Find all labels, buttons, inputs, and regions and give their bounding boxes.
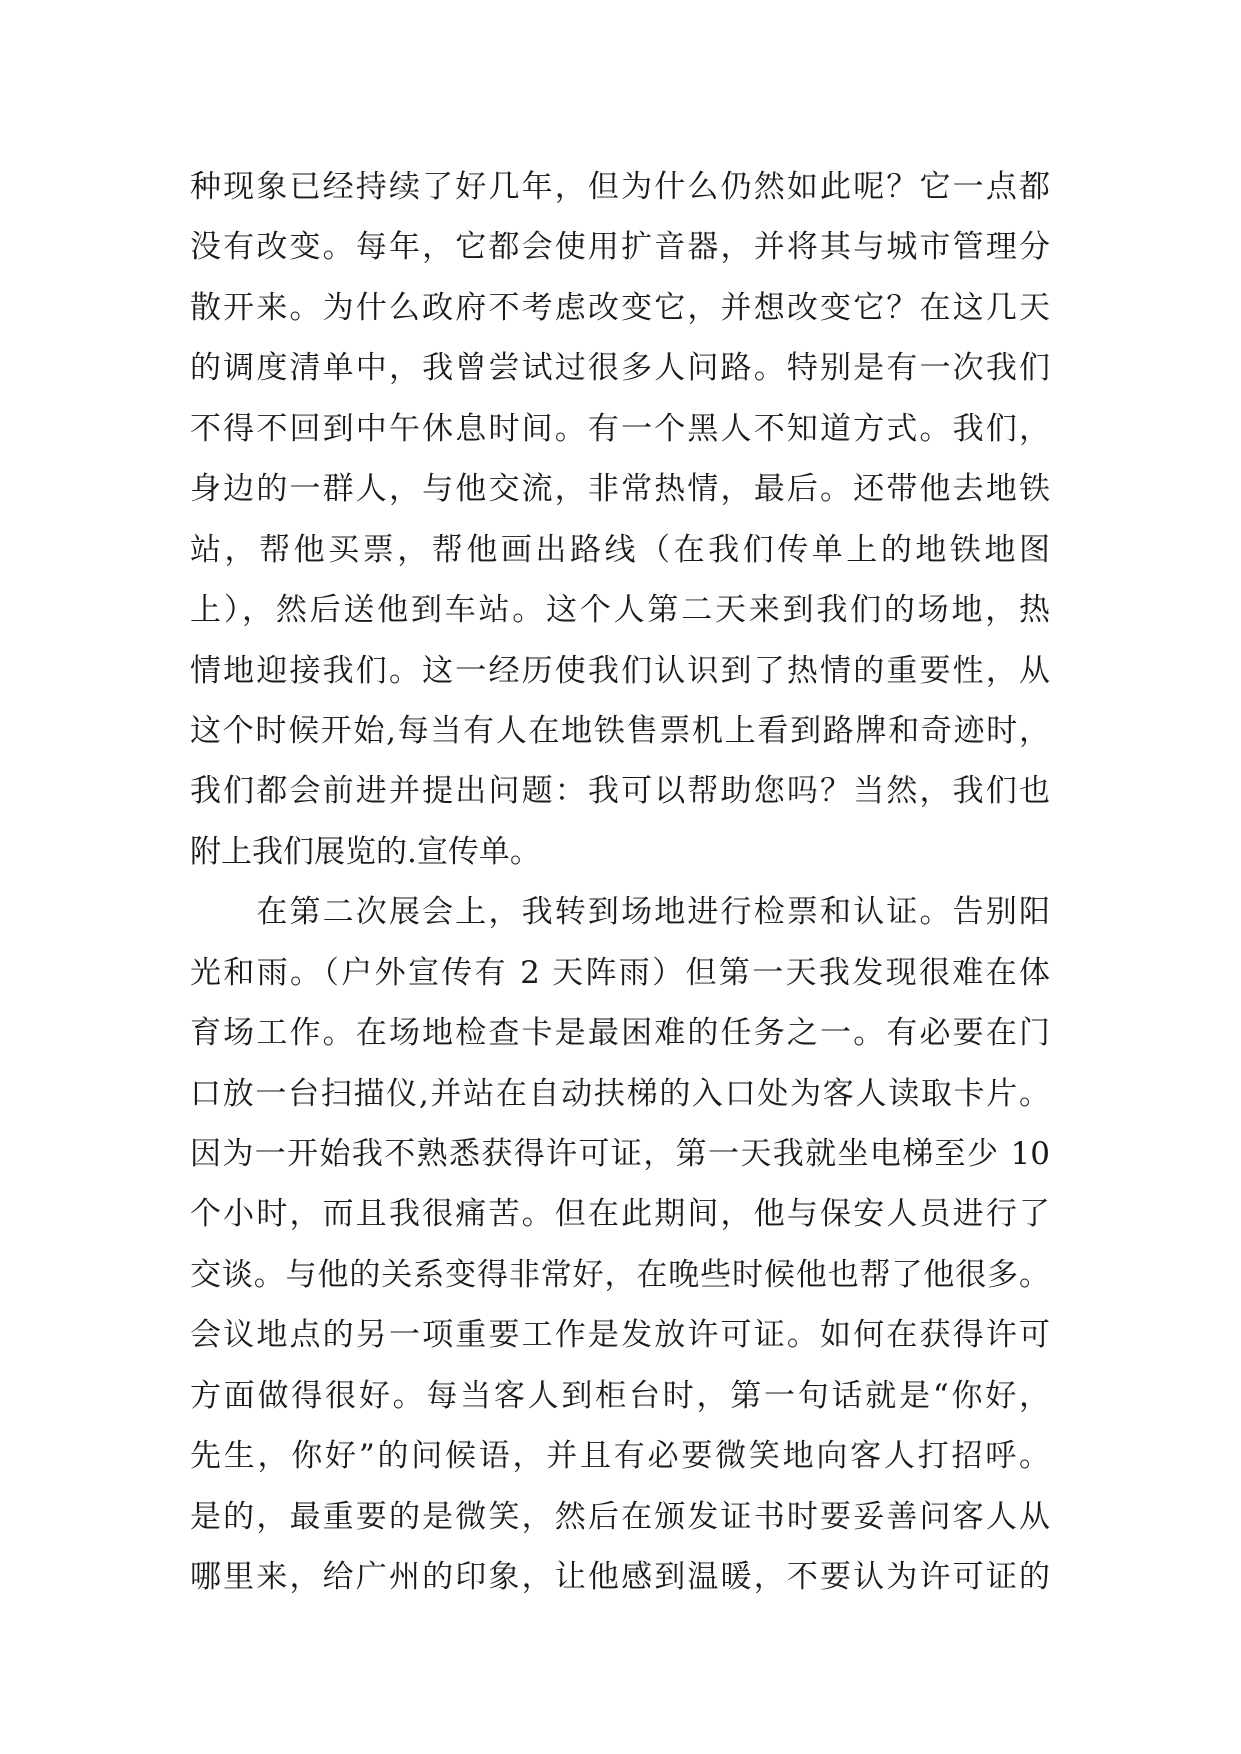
text-line: 口放一台扫描仪,并站在自动扶梯的入口处为客人读取卡片。 <box>190 1075 1050 1112</box>
text-line: 育场工作。在场地检查卡是最困难的任务之一。有必要在门 <box>190 1015 1050 1052</box>
text-line: 个小时，而且我很痛苦。但在此期间，他与保安人员进行了 <box>190 1196 1050 1233</box>
paragraph-2 <box>190 882 1050 1607</box>
text-line: 先生，你好”的问候语，并且有必要微笑地向客人打招呼。 <box>190 1438 1050 1475</box>
text-line: 因为一开始我不熟悉获得许可证，第一天我就坐电梯至少 10 <box>190 1136 1050 1172</box>
text-line: 散开来。为什么政府不考虑改变它，并想改变它？在这几天 <box>190 289 1050 326</box>
text-line: 情地迎接我们。这一经历使我们认识到了热情的重要性，从 <box>190 652 1050 689</box>
text-line: 身边的一群人，与他交流，非常热情，最后。还带他去地铁 <box>190 471 1050 508</box>
paragraph-1 <box>190 157 1050 882</box>
text-line: 种现象已经持续了好几年，但为什么仍然如此呢？它一点都 <box>190 169 1050 205</box>
text-line: 在第二次展会上，我转到场地进行检票和认证。告别阳 <box>190 894 1050 931</box>
text-line: 交谈。与他的关系变得非常好，在晚些时候他也帮了他很多。 <box>190 1256 1050 1293</box>
text-line: 站，帮他买票，帮他画出路线（在我们传单上的地铁地图 <box>190 531 1050 568</box>
text-line: 这个时候开始,每当有人在地铁售票机上看到路牌和奇迹时， <box>190 712 1050 749</box>
text-line: 是的，最重要的是微笑，然后在颁发证书时要妥善问客人从 <box>190 1498 1050 1535</box>
text-line: 不得不回到中午休息时间。有一个黑人不知道方式。我们， <box>190 410 1050 447</box>
text-line: 上），然后送他到车站。这个人第二天来到我们的场地，热 <box>190 592 1050 629</box>
body-text <box>190 157 1050 1608</box>
text-line: 我们都会前进并提出问题：我可以帮助您吗？当然，我们也 <box>190 773 1050 810</box>
text-line: 的调度清单中，我曾尝试过很多人问路。特别是有一次我们 <box>190 350 1050 387</box>
text-line: 光和雨。（户外宣传有 2 天阵雨）但第一天我发现很难在体 <box>190 954 1050 991</box>
text-line: 附上我们展览的.宣传单。 <box>190 833 541 870</box>
text-line: 方面做得很好。每当客人到柜台时，第一句话就是“你好， <box>190 1377 1050 1414</box>
text-line: 会议地点的另一项重要工作是发放许可证。如何在获得许可 <box>190 1317 1050 1354</box>
text-line: 没有改变。每年，它都会使用扩音器，并将其与城市管理分 <box>190 229 1050 266</box>
text-line: 哪里来，给广州的印象，让他感到温暖，不要认为许可证的 <box>190 1559 1050 1596</box>
